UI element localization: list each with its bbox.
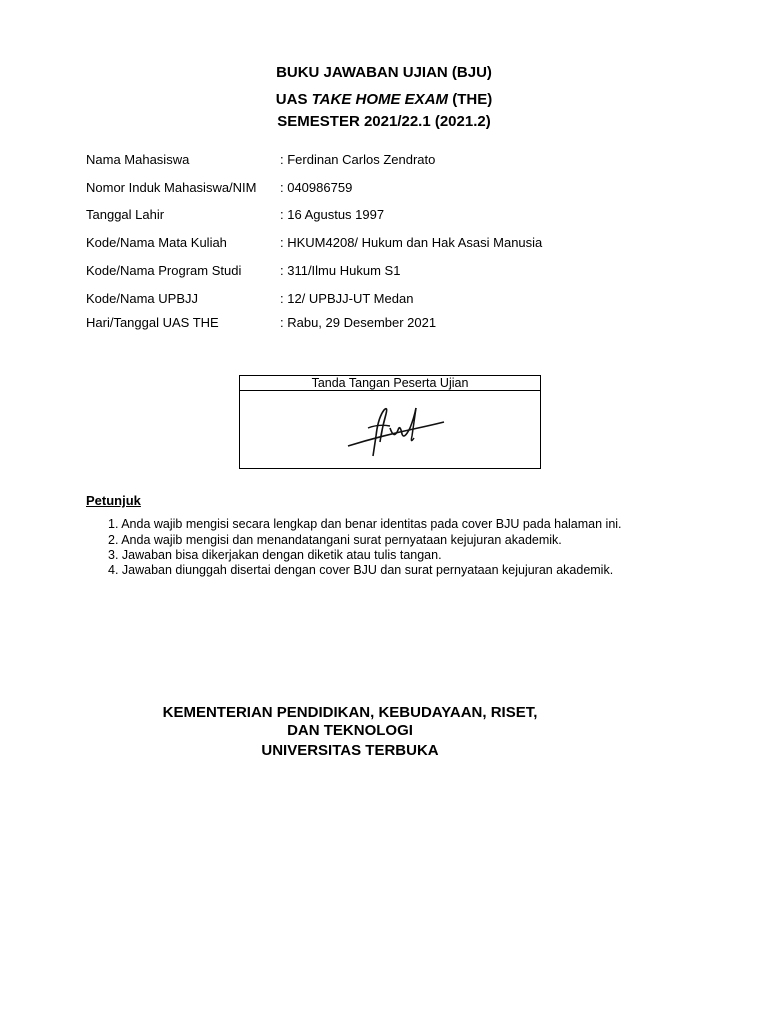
signature-image — [340, 398, 450, 460]
instruction-item: 1. Anda wajib mengisi secara lengkap dan benar identitas pada cover BJU pada halaman ini. — [108, 517, 622, 531]
title-line-2-suffix: (THE) — [448, 91, 493, 108]
instruction-item: 3. Jawaban bisa dikerjakan dengan diketik atau tulis tangan. — [108, 548, 442, 562]
footer-line-3: UNIVERSITAS TERBUKA — [261, 742, 439, 759]
signature-heading: Tanda Tangan Peserta Ujian — [240, 376, 540, 391]
field-label: Hari/Tanggal UAS THE — [86, 315, 219, 330]
title-line-2 — [0, 91, 768, 108]
field-value: : Ferdinan Carlos Zendrato — [280, 152, 436, 167]
instruction-item: 2. Anda wajib mengisi dan menandatangani surat pernyataan kejujuran akademik. — [108, 533, 562, 547]
field-label: Kode/Nama Program Studi — [86, 263, 242, 278]
title-line-2-italic: TAKE HOME EXAM — [311, 91, 449, 108]
field-label: Kode/Nama Mata Kuliah — [86, 235, 227, 250]
field-label: Nama Mahasiswa — [86, 152, 190, 167]
instructions-heading: Petunjuk — [86, 493, 141, 508]
field-value: : HKUM4208/ Hukum dan Hak Asasi Manusia — [280, 235, 543, 250]
field-value: : 12/ UPBJJ-UT Medan — [280, 291, 414, 306]
field-value: : 16 Agustus 1997 — [280, 207, 385, 222]
field-label: Kode/Nama UPBJJ — [86, 291, 198, 306]
field-label: Nomor Induk Mahasiswa/NIM — [86, 180, 257, 195]
footer-line-1: KEMENTERIAN PENDIDIKAN, KEBUDAYAAN, RISET, — [162, 704, 538, 721]
title-line-3: SEMESTER 2021/22.1 (2021.2) — [277, 113, 491, 130]
title-line-1: BUKU JAWABAN UJIAN (BJU) — [276, 64, 492, 81]
instruction-item: 4. Jawaban diunggah disertai dengan cover BJU dan surat pernyataan kejujuran akademik. — [108, 563, 614, 577]
title-line-2-prefix: UAS — [275, 91, 312, 108]
field-value: : 040986759 — [280, 180, 353, 195]
field-value: : Rabu, 29 Desember 2021 — [280, 315, 437, 330]
footer-line-2: DAN TEKNOLOGI — [287, 722, 413, 739]
signature-box — [239, 375, 541, 469]
field-value: : 311/Ilmu Hukum S1 — [280, 263, 401, 278]
field-label: Tanggal Lahir — [86, 207, 165, 222]
